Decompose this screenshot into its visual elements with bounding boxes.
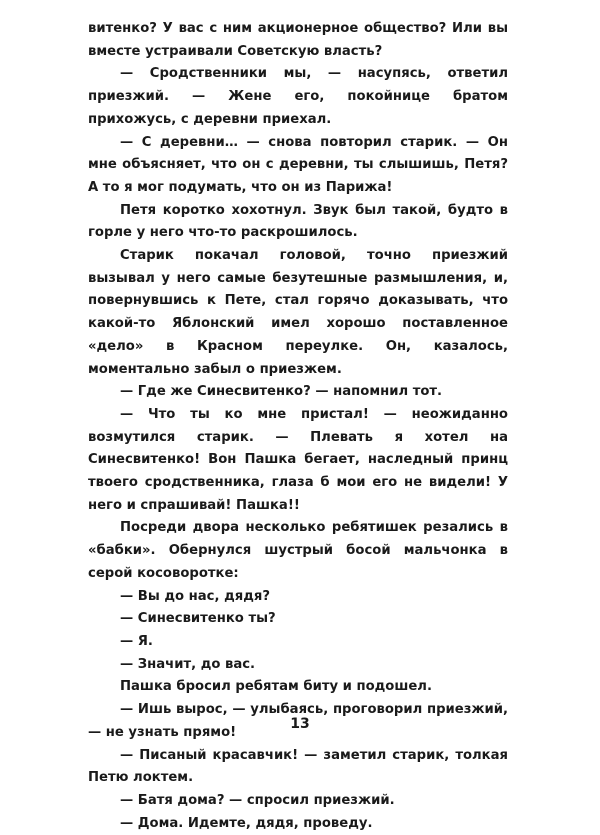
paragraph-15: — Писаный красавчик! — заметил старик, толкая Петю локтем. [88, 747, 508, 786]
paragraph-16: — Батя дома? — спросил приезжий. [120, 792, 395, 808]
body-text [88, 18, 508, 835]
paragraph-11: — Я. [120, 633, 153, 649]
paragraph-13: Пашка бросил ребятам биту и подошел. [120, 679, 432, 695]
paragraph-1: витенко? У вас с ним акционерное общество? Или вы вместе устраивали Советскую власть? [88, 21, 508, 59]
paragraph-12: — Значит, до вас. [120, 656, 256, 672]
paragraph-2: — Сродственники мы, — насупясь, ответил приезжий. — Жене его, покойнице братом прихожусь, с деревни приехал. [88, 66, 508, 127]
paragraph-4: Петя коротко хохотнул. Звук был такой, будто в горле у него что-то раскрошилось. [88, 202, 508, 241]
paragraph-6: — Где же Синесвитенко? — напомнил тот. [120, 384, 443, 400]
page-number: 13 [290, 716, 310, 732]
paragraph-10: — Синесвитенко ты? [120, 611, 276, 627]
paragraph-8: Посреди двора несколько ребятишек резались в «бабки». Обернулся шустрый босой мальчонка в серой косоворотке: [88, 520, 508, 581]
paragraph-5: Старик покачал головой, точно приезжий вызывал у него самые безутешные размышления, и, повернувшись к Пете, стал горячо доказывать, что какой-то Яблонский имел хорошо поставленное «дело» в Красном переулке. Он, казалось, моментально забыл о приезжем. [88, 248, 508, 377]
paragraph-3: — С деревни… — снова повторил старик. — Он мне объясняет, что он с деревни, ты слышишь, Петя? А то я мог подумать, что он из Парижа! [88, 134, 508, 195]
paragraph-7: — Что ты ко мне пристал! — неожиданно возмутился старик. — Плевать я хотел на Синесвитенко! Вон Пашка бегает, наследный принц твоего сродственника, глаза б мои его не видели! У него и спрашивай! Пашка!! [88, 406, 508, 513]
paragraph-17: — Дома. Идемте, дядя, проведу. [120, 815, 373, 831]
paragraph-14: — Ишь вырос, — улыбаясь, проговорил приезжий,— не узнать прямо! [88, 702, 508, 740]
paragraph-9: — Вы до нас, дядя? [120, 588, 270, 604]
